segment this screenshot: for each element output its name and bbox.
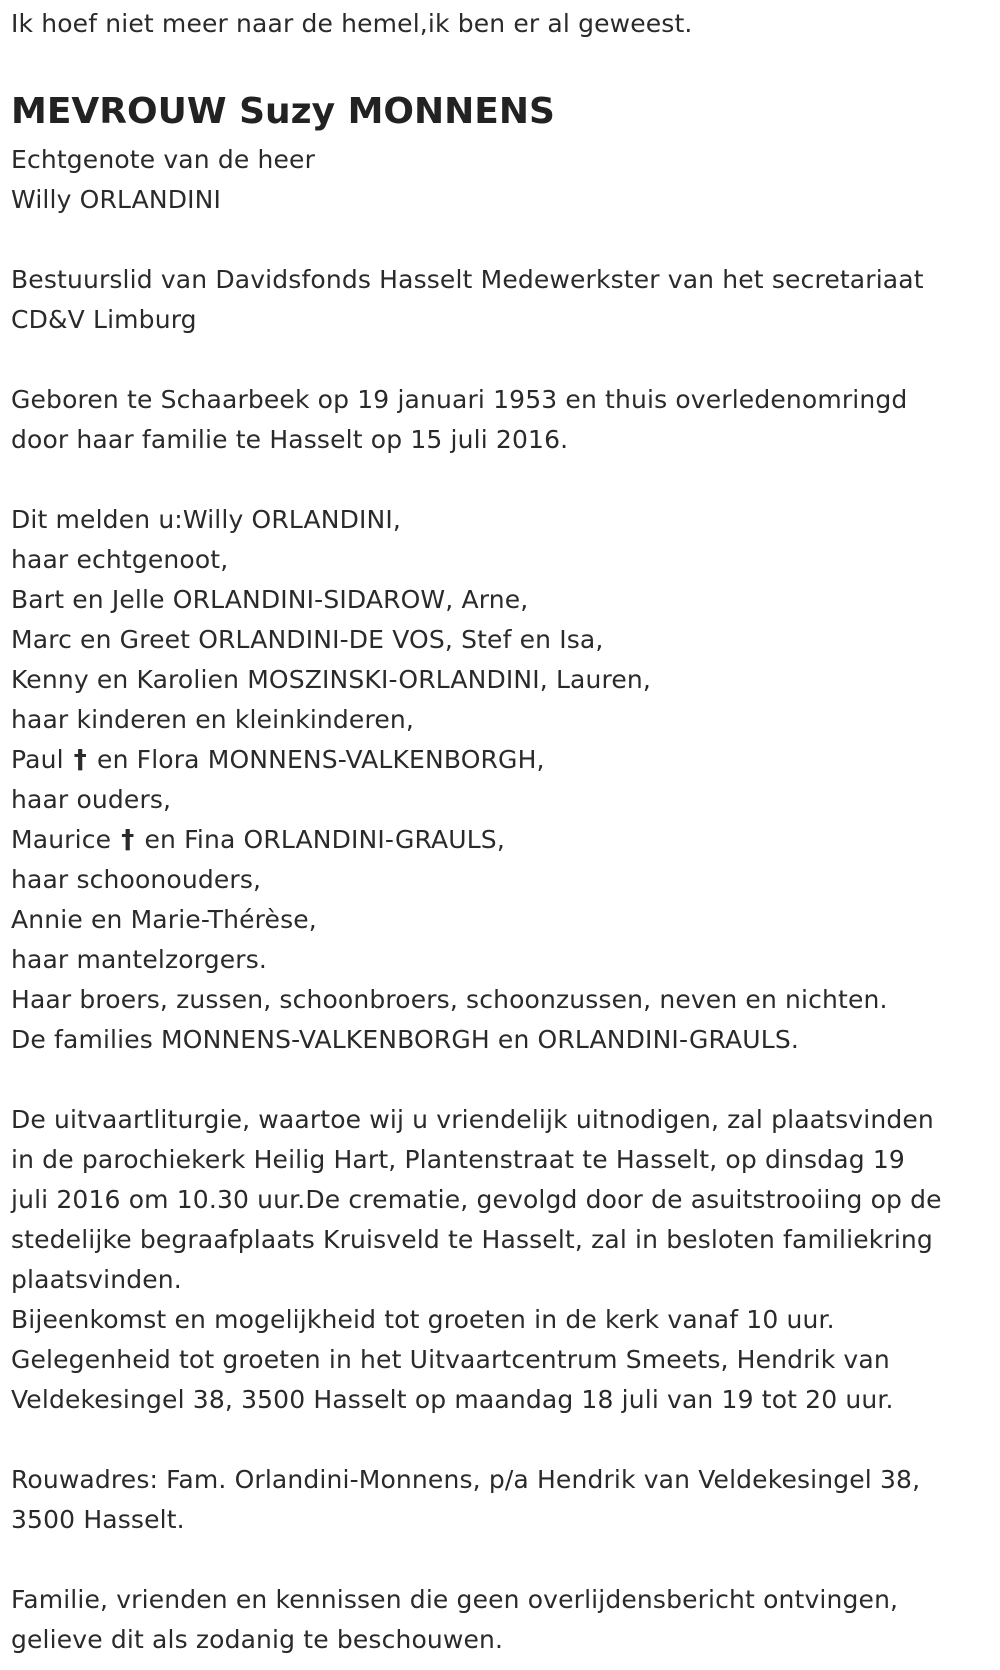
funeral-line: juli 2016 om 10.30 uur.De crematie, gevolgd door de asuitstrooiing op de xyxy=(11,1185,942,1214)
role-line-2: CD&V Limburg xyxy=(11,305,197,334)
family-line: Bart en Jelle ORLANDINI-SIDAROW, Arne, xyxy=(11,585,529,614)
family-line: De families MONNENS-VALKENBORGH en ORLANDINI-GRAULS. xyxy=(11,1025,799,1054)
family-line: Marc en Greet ORLANDINI-DE VOS, Stef en Isa, xyxy=(11,625,604,654)
birth-death-line-2: door haar familie te Hasselt op 15 juli 2016. xyxy=(11,425,569,454)
funeral-line: Gelegenheid tot groeten in het Uitvaartcentrum Smeets, Hendrik van xyxy=(11,1345,890,1374)
deceased-name: MEVROUW Suzy MONNENS xyxy=(11,91,555,132)
family-line: Kenny en Karolien MOSZINSKI-ORLANDINI, Lauren, xyxy=(11,665,652,694)
spacer xyxy=(11,1540,1000,1580)
spacer xyxy=(11,220,1000,260)
birth-death-line-1: Geboren te Schaarbeek op 19 januari 1953 en thuis overledenomringd xyxy=(11,385,908,414)
family-line-parents-in-law xyxy=(11,820,1000,860)
motto-text: Ik hoef niet meer naar de hemel,ik ben er al geweest. xyxy=(11,9,693,38)
funeral-line: Bijeenkomst en mogelijkheid tot groeten in de kerk vanaf 10 uur. xyxy=(11,1305,835,1334)
parent-rest: en Flora MONNENS-VALKENBORGH, xyxy=(97,745,545,774)
closing-line-2: gelieve dit als zodanig te beschouwen. xyxy=(11,1625,504,1654)
cross-icon: † xyxy=(121,825,135,855)
family-line-parents xyxy=(11,740,1000,780)
closing-line-1: Familie, vrienden en kennissen die geen overlijdensbericht ontvingen, xyxy=(11,1585,899,1614)
parent-in-law-rest: en Fina ORLANDINI-GRAULS, xyxy=(144,825,505,854)
spouse-line-1: Echtgenote van de heer xyxy=(11,145,315,174)
spouse-line-2: Willy ORLANDINI xyxy=(11,185,222,214)
family-line: Haar broers, zussen, schoonbroers, schoonzussen, neven en nichten. xyxy=(11,985,888,1014)
funeral-line: stedelijke begraafplaats Kruisveld te Hasselt, zal in besloten familiekring xyxy=(11,1225,933,1254)
spacer xyxy=(11,1420,1000,1460)
family-line: haar kinderen en kleinkinderen, xyxy=(11,705,414,734)
funeral-line: plaatsvinden. xyxy=(11,1265,182,1294)
family-line: haar schoonouders, xyxy=(11,865,262,894)
spacer xyxy=(11,460,1000,500)
spacer xyxy=(11,340,1000,380)
funeral-line: Veldekesingel 38, 3500 Hasselt op maandag 18 juli van 19 tot 20 uur. xyxy=(11,1385,894,1414)
spacer xyxy=(11,1060,1000,1100)
family-line: haar echtgenoot, xyxy=(11,545,229,574)
funeral-line: De uitvaartliturgie, waartoe wij u vriendelijk uitnodigen, zal plaatsvinden xyxy=(11,1105,934,1134)
role-line-1: Bestuurslid van Davidsfonds Hasselt Medewerkster van het secretariaat xyxy=(11,265,924,294)
address-line-2: 3500 Hasselt. xyxy=(11,1505,185,1534)
family-line: Annie en Marie-Thérèse, xyxy=(11,905,317,934)
family-line: haar ouders, xyxy=(11,785,172,814)
cross-icon: † xyxy=(73,745,87,775)
funeral-line: in de parochiekerk Heilig Hart, Plantenstraat te Hasselt, op dinsdag 19 xyxy=(11,1145,905,1174)
family-line: haar mantelzorgers. xyxy=(11,945,267,974)
family-line: Dit melden u:Willy ORLANDINI, xyxy=(11,505,402,534)
parent-in-law-name: Maurice xyxy=(11,825,112,854)
address-line-1: Rouwadres: Fam. Orlandini-Monnens, p/a Hendrik van Veldekesingel 38, xyxy=(11,1465,921,1494)
parent-name: Paul xyxy=(11,745,64,774)
